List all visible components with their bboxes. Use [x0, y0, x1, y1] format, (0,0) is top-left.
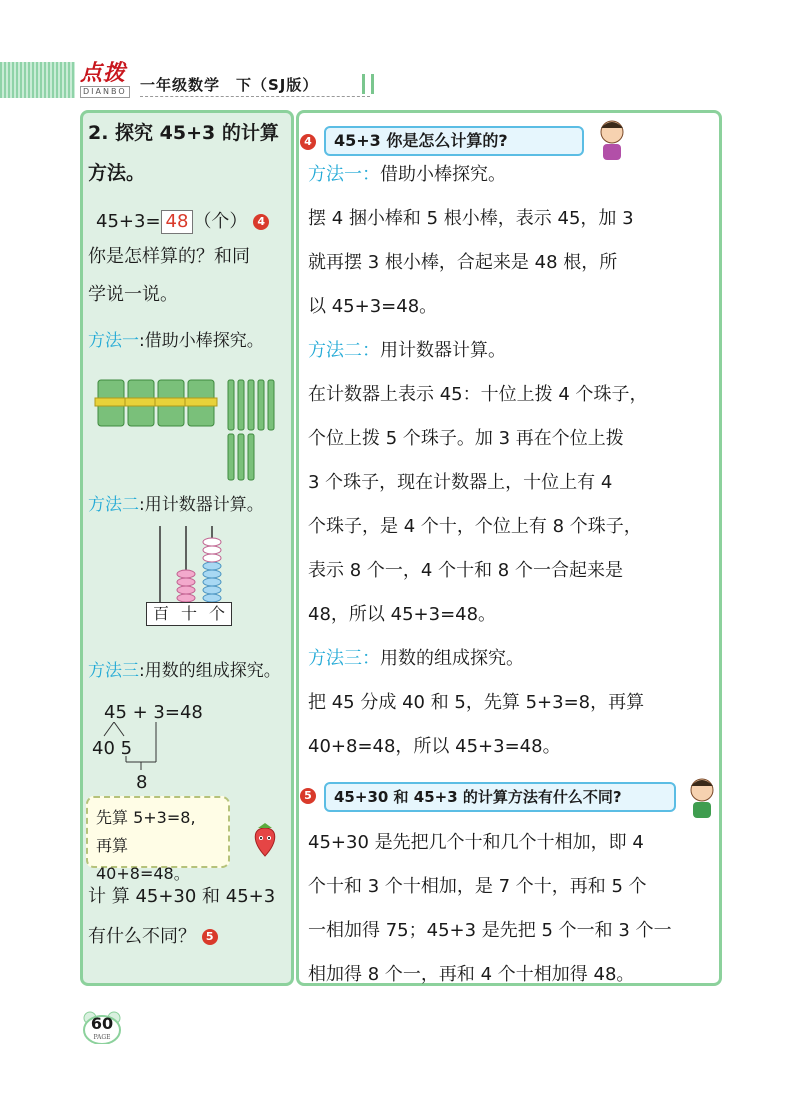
left-method2-label: 方法二	[88, 495, 139, 515]
right-method1-line2: 就再摆 3 根小棒，合起来是 48 根，所	[308, 252, 618, 273]
brand-logo: 点拨	[80, 60, 127, 86]
right-method2-line5: 表示 8 个一，4 个十和 8 个一合起来是	[308, 560, 623, 581]
sticks-illustration	[90, 372, 290, 484]
right-method3-heading	[308, 648, 524, 670]
question-5-bubble: 45+30 和 45+3 的计算方法有什么不同?	[324, 782, 676, 812]
left-method1-heading	[88, 330, 264, 352]
question-line1: 你是怎样算的？和同	[88, 246, 250, 267]
decomposition-sum: 8	[136, 772, 148, 793]
book-title: 一年级数学 下（SJ版）	[140, 76, 319, 94]
marker-4-icon: 4	[253, 214, 269, 230]
brand-logo-subtitle: DIANBO	[80, 86, 130, 98]
right-method2-line2: 个位上拨 5 个珠子。加 3 再在个位上拨	[308, 428, 624, 449]
abacus-label-tens: 十	[180, 604, 197, 623]
right-method2-line4: 个珠子，是 4 个十，个位上有 8 个珠子，	[308, 516, 642, 537]
right-method3-title: 用数的组成探究。	[380, 648, 524, 669]
question-line2: 学说一说。	[88, 284, 178, 305]
right-method1-heading	[308, 164, 506, 186]
decomposition-equation: 45 + 3=48	[104, 702, 203, 723]
answer-5-line1: 45+30 是先把几个十和几个十相加，即 4	[308, 832, 644, 853]
right-method2-line1: 在计数器上表示 45：十位上拨 4 个珠子，	[308, 384, 648, 405]
equation-answer: 48	[161, 210, 194, 234]
right-method2-line6: 48，所以 45+3=48。	[308, 604, 497, 625]
equation-unit: （个）	[193, 211, 248, 232]
stick-bundle-icon	[95, 380, 127, 426]
left-method1-text: :借助小棒探究。	[139, 331, 264, 351]
right-method3-line1: 把 45 分成 40 和 5，先算 5+3=8，再算	[308, 692, 645, 713]
question2-line2	[88, 926, 218, 948]
left-method2-heading	[88, 494, 264, 516]
abacus-label-ones: 个	[208, 604, 225, 623]
marker-5-icon: 5	[202, 929, 218, 945]
answer-4-marker-icon: 4	[300, 134, 316, 150]
right-method1-line3: 以 45+3=48。	[308, 296, 438, 317]
abacus-illustration	[146, 526, 230, 602]
page-number: 60	[90, 1014, 114, 1033]
right-method2-label: 方法二：	[308, 340, 380, 361]
question2-line2-text: 有什么不同？	[88, 926, 196, 947]
right-method2-heading	[308, 340, 506, 362]
boy-mascot-icon-2	[684, 776, 720, 820]
hint-line1: 先算 5+3=8,	[96, 808, 196, 827]
exercise-title-line1: 2. 探究 45+3 的计算	[88, 122, 279, 144]
header-bars-decoration	[362, 74, 374, 94]
right-method1-line1: 摆 4 捆小棒和 5 根小棒，表示 45，加 3	[308, 208, 634, 229]
decomposition-parts: 40 5	[92, 738, 133, 759]
equation-row	[96, 210, 269, 234]
left-method1-label: 方法一	[88, 331, 139, 351]
header-divider	[140, 96, 370, 97]
answer-5-line4: 相加得 8 个一，再和 4 个十相加得 48。	[308, 964, 635, 985]
abacus-place-labels	[146, 602, 232, 626]
exercise-title-line2: 方法。	[88, 162, 146, 184]
explanation-panel	[296, 110, 722, 986]
right-method2-title: 用计数器计算。	[380, 340, 506, 361]
question2-line1: 计 算 45+30 和 45+3	[88, 886, 276, 907]
strawberry-mascot-icon	[248, 820, 282, 860]
right-method1-label: 方法一：	[308, 164, 380, 185]
equation-prefix: 45+3=	[96, 211, 161, 232]
left-method3-label: 方法三	[88, 661, 139, 681]
answer-5-line3: 一相加得 75；45+3 是先把 5 个一和 3 个一	[308, 920, 672, 941]
left-method3-text: :用数的组成探究。	[139, 661, 281, 681]
right-method1-title: 借助小棒探究。	[380, 164, 506, 185]
hint-note	[86, 796, 230, 883]
left-method3-heading	[88, 660, 281, 682]
abacus-label-hundreds: 百	[152, 604, 169, 623]
boy-mascot-icon	[594, 118, 630, 162]
question-4-bubble: 45+3 你是怎么计算的?	[324, 126, 584, 156]
left-method2-text: :用计数器计算。	[139, 495, 264, 515]
header-stripe	[0, 62, 75, 98]
right-method3-line2: 40+8=48，所以 45+3=48。	[308, 736, 561, 757]
answer-5-marker-icon: 5	[300, 788, 316, 804]
answer-5-line2: 个十和 3 个十相加，是 7 个十，再和 5 个	[308, 876, 647, 897]
right-method3-label: 方法三：	[308, 648, 380, 669]
right-method2-line3: 3 个珠子，现在计数器上，十位上有 4	[308, 472, 613, 493]
page-word: PAGE	[93, 1034, 111, 1041]
hint-line2: 再算 40+8=48。	[96, 836, 190, 883]
